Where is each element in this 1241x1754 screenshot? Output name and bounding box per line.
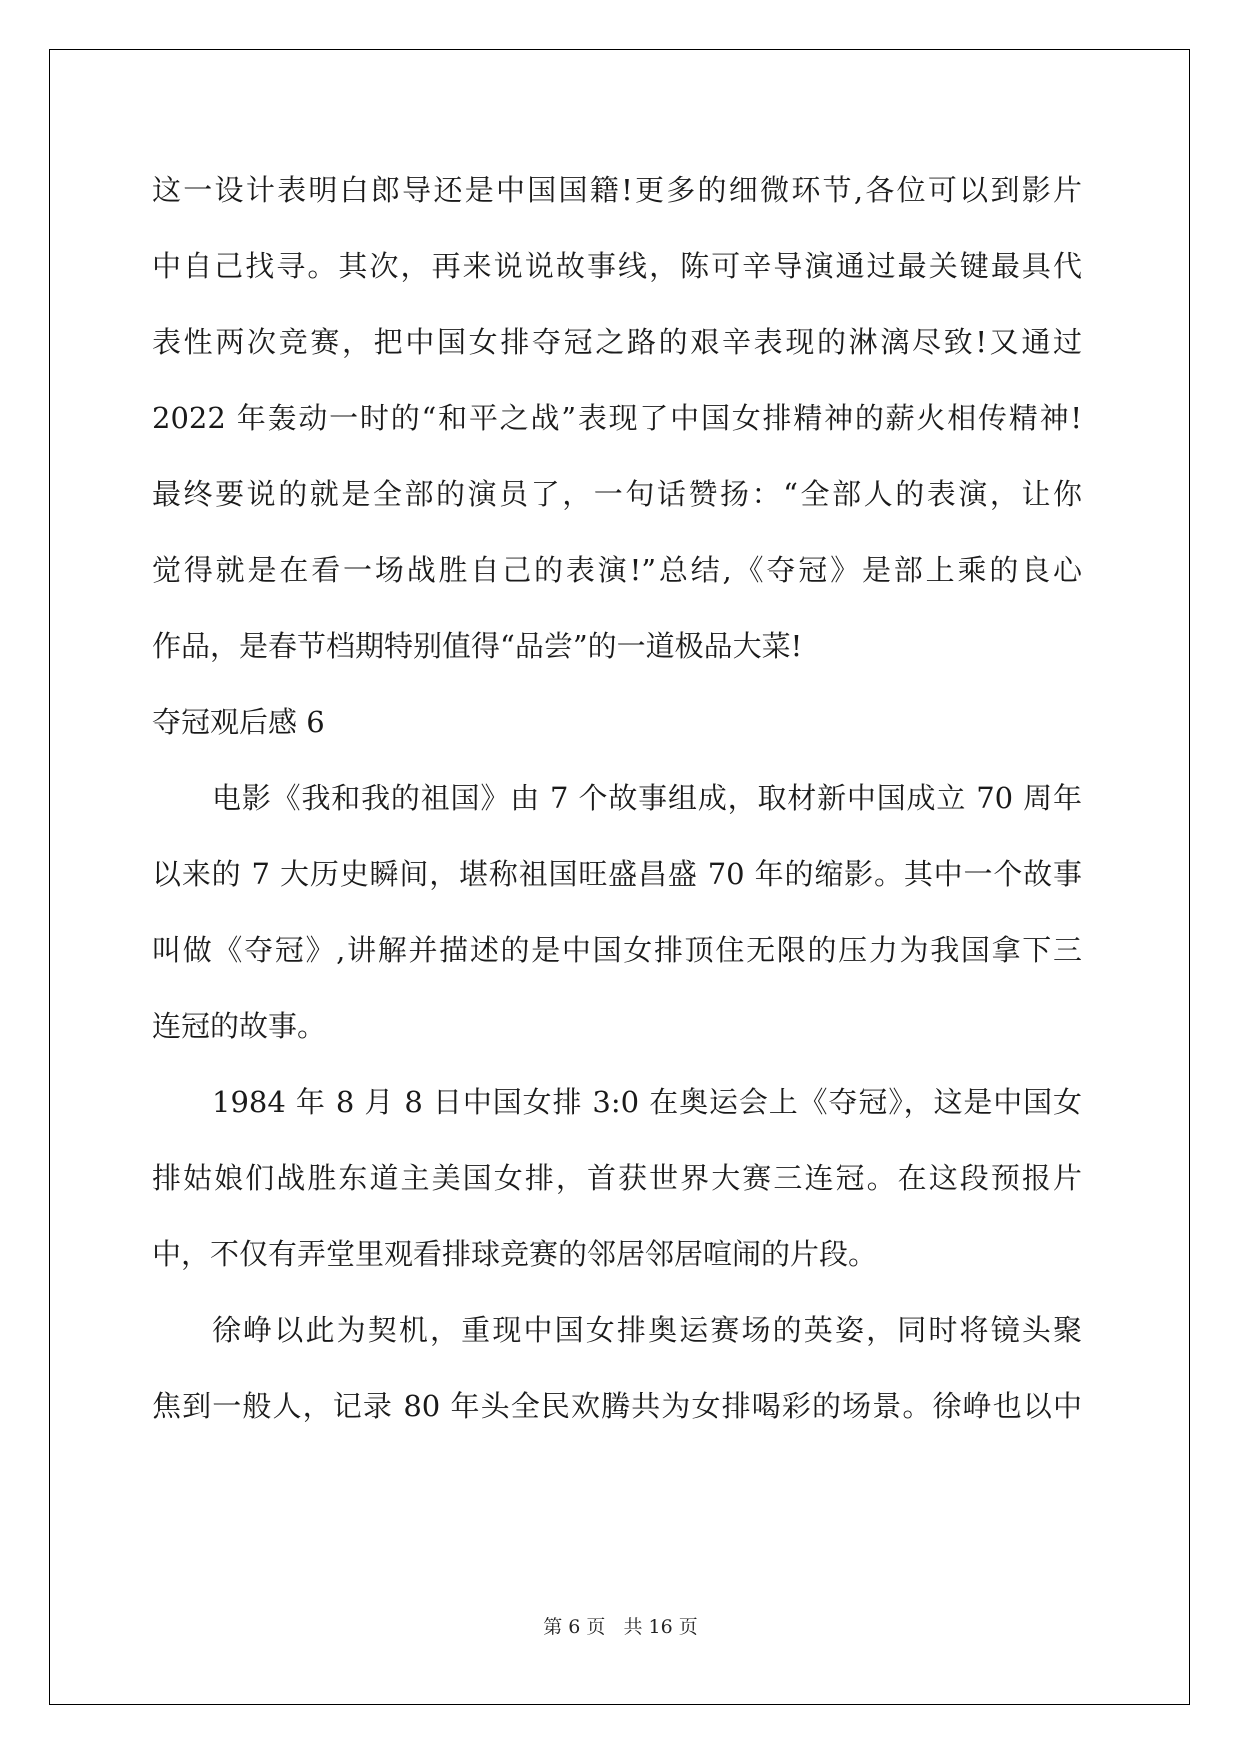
paragraph-line: 中自己找寻。其次，再来说说故事线，陈可辛导演通过最关键最具代	[152, 249, 1082, 283]
paragraph-line: 徐峥以此为契机，重现中国女排奥运赛场的英姿，同时将镜头聚	[212, 1313, 1082, 1347]
paragraph-line: 作品，是春节档期特别值得“品尝”的一道极品大菜!	[152, 629, 803, 663]
page-total: 共 16 页	[623, 1616, 698, 1638]
page-number: 第 6 页	[543, 1616, 606, 1638]
paragraph-line: 叫做《夺冠》,讲解并描述的是中国女排顶住无限的压力为我国拿下三	[152, 933, 1082, 967]
paragraph-line: 以来的 7 大历史瞬间，堪称祖国旺盛昌盛 70 年的缩影。其中一个故事	[152, 857, 1082, 891]
paragraph-line: 觉得就是在看一场战胜自己的表演!”总结,《夺冠》是部上乘的良心	[152, 553, 1082, 587]
paragraph-line: 焦到一般人，记录 80 年头全民欢腾共为女排喝彩的场景。徐峥也以中	[152, 1389, 1082, 1423]
paragraph-line: 连冠的故事。	[152, 1009, 327, 1043]
paragraph-line: 2022 年轰动一时的“和平之战”表现了中国女排精神的薪火相传精神!	[152, 401, 1082, 435]
paragraph-line: 1984 年 8 月 8 日中国女排 3:0 在奥运会上《夺冠》，这是中国女	[212, 1085, 1082, 1119]
paragraph-line: 电影《我和我的祖国》由 7 个故事组成，取材新中国成立 70 周年	[212, 781, 1082, 815]
page-footer	[0, 1612, 1241, 1639]
paragraph-line: 表性两次竞赛，把中国女排夺冠之路的艰辛表现的淋漓尽致!又通过	[152, 325, 1082, 359]
paragraph-line: 排姑娘们战胜东道主美国女排，首获世界大赛三连冠。在这段预报片	[152, 1161, 1082, 1195]
paragraph-line: 中，不仅有弄堂里观看排球竞赛的邻居邻居喧闹的片段。	[152, 1237, 878, 1271]
section-heading: 夺冠观后感 6	[152, 705, 325, 739]
paragraph-line: 这一设计表明白郎导还是中国国籍!更多的细微环节,各位可以到影片	[152, 173, 1082, 207]
paragraph-line: 最终要说的就是全部的演员了，一句话赞扬：“全部人的表演，让你	[152, 477, 1082, 511]
